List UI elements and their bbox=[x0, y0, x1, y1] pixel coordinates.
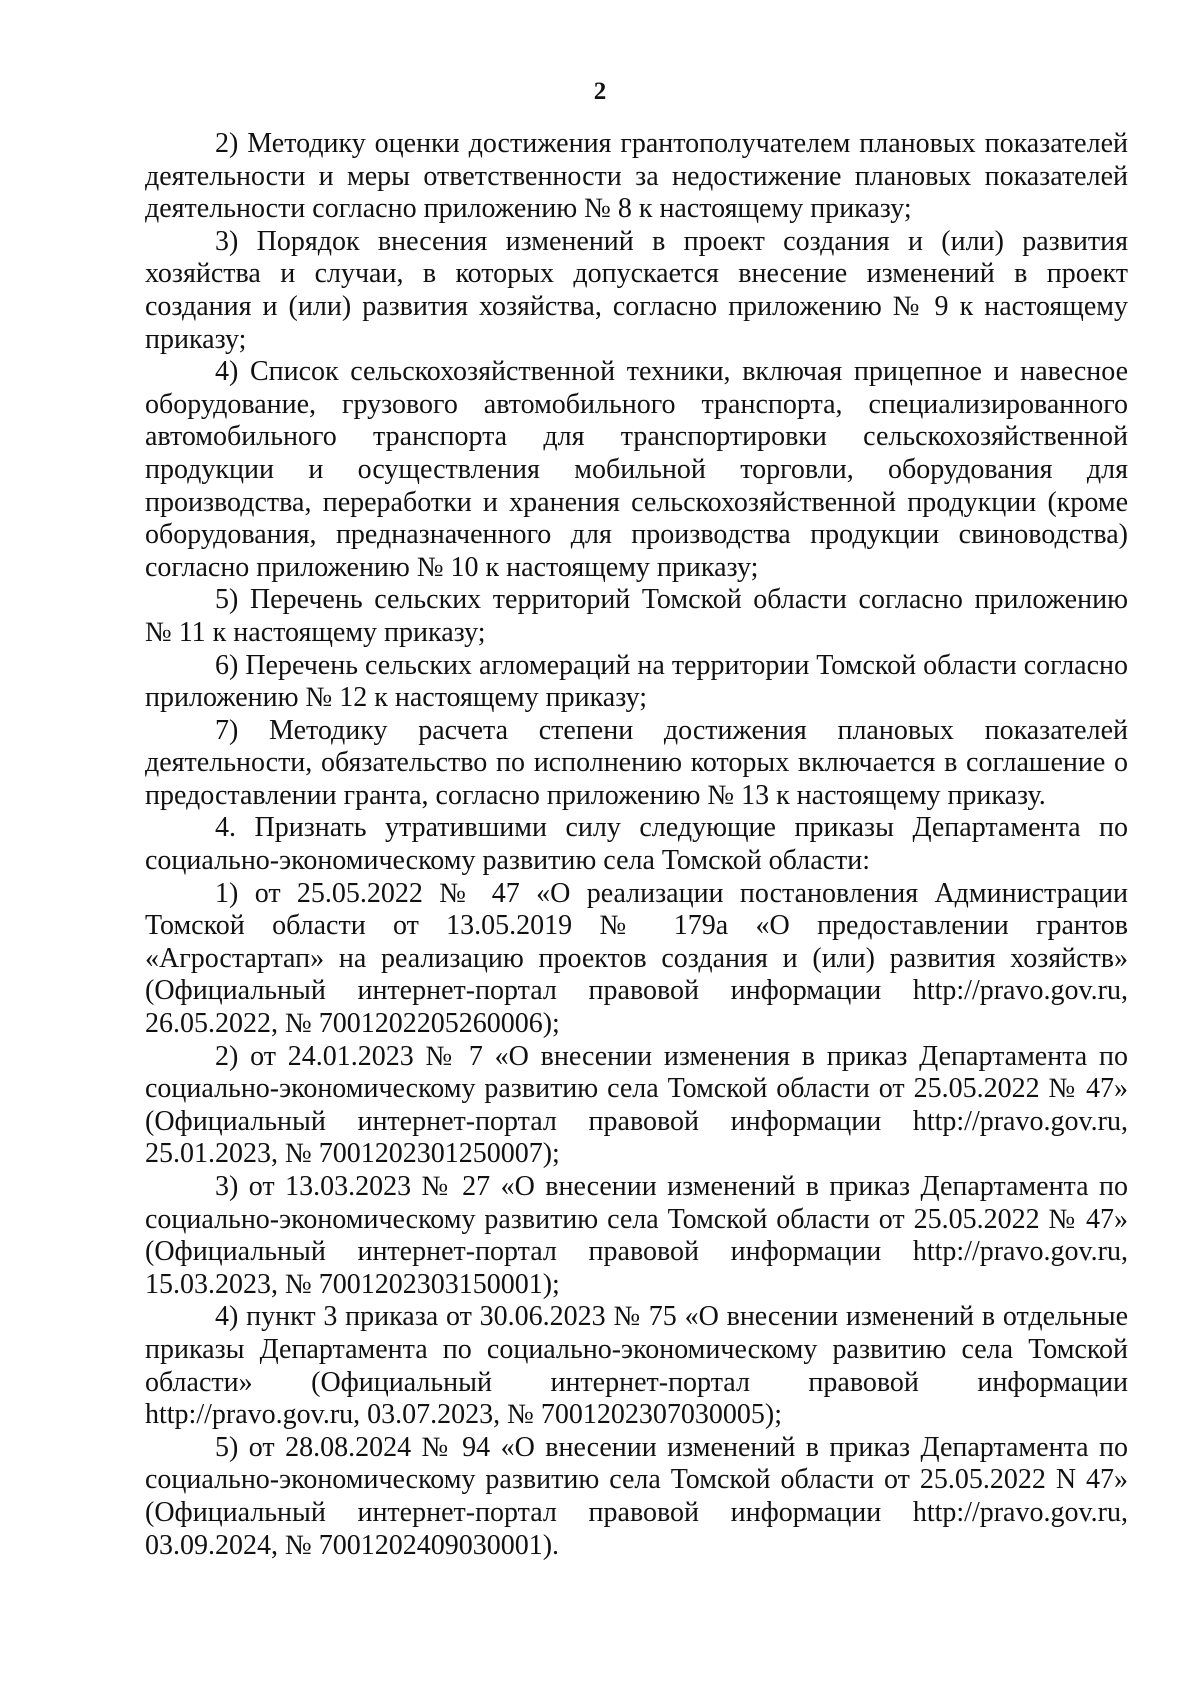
paragraph-item-4-equipment-list: 4) Список сельскохозяйственной техники, включая прицепное и навесное оборудование, грузового автомобильного транспорта, специализированного автомобильного транспорта для транспортировки сельскохозяйственной продукции и осуществления мобильной торговли, оборудования для производства, переработки и хранения сельскохозяйственной продукции (кроме оборудования, предназначенного для производства продукции свиноводства) согласно приложению № 10 к настоящему приказу; bbox=[145, 356, 1128, 583]
paragraph-item-5-rural-territories: 5) Перечень сельских территорий Томской области согласно приложению № 11 к настоящему приказу; bbox=[145, 584, 1128, 648]
paragraph-item-2-methodology: 2) Методику оценки достижения грантополучателем плановых показателей деятельности и меры ответственности за недостижение плановых показателей деятельности согласно приложению № 8 к настоящему приказу; bbox=[145, 128, 1128, 225]
paragraph-section-4-repeal: 4. Признать утратившими силу следующие приказы Департамента по социально-экономическому развитию села Томской области: bbox=[145, 812, 1128, 877]
repealed-order-1: 1) от 25.05.2022 № 47 «О реализации постановления Администрации Томской области от 13.05.2019 № 179а «О предоставлении грантов «Агростартап» на реализацию проектов создания и (или) развития хозяйств» (Официальный интернет-портал правовой информации http://pravo.gov.ru, 26.05.2022, № 7001202205260006); bbox=[145, 877, 1128, 1040]
repealed-order-5: 5) от 28.08.2024 № 94 «О внесении изменений в приказ Департамента по социально-экономическому развитию села Томской области от 25.05.2022 N 47» (Официальный интернет-портал правовой информации http://pravo.gov.ru, 03.09.2024, № 7001202409030001). bbox=[145, 1431, 1128, 1561]
repealed-order-2: 2) от 24.01.2023 № 7 «О внесении изменения в приказ Департамента по социально-экономическому развитию села Томской области от 25.05.2022 № 47» (Официальный интернет-портал правовой информации http://pravo.gov.ru, 25.01.2023, № 7001202301250007); bbox=[145, 1040, 1128, 1170]
repealed-order-4: 4) пункт 3 приказа от 30.06.2023 № 75 «О внесении изменений в отдельные приказы Департамента по социально-экономическому развитию села Томской области» (Официальный интернет-портал правовой информации http://pravo.gov.ru, 03.07.2023, № 7001202307030005); bbox=[145, 1301, 1128, 1431]
document-body bbox=[145, 128, 1128, 1562]
paragraph-item-7-calculation-method: 7) Методику расчета степени достижения плановых показателей деятельности, обязательство по исполнению которых включается в соглашение о предоставлении гранта, согласно приложению № 13 к настоящему приказу. bbox=[145, 714, 1128, 811]
paragraph-item-3-change-procedure: 3) Порядок внесения изменений в проект создания и (или) развития хозяйства и случаи, в которых допускается внесение изменений в проект создания и (или) развития хозяйства, согласно приложению № 9 к настоящему приказу; bbox=[145, 225, 1128, 355]
page-number: 2 bbox=[593, 78, 607, 105]
paragraph-item-6-rural-agglomerations: 6) Перечень сельских агломераций на территории Томской области согласно приложению № 12 к настоящему приказу; bbox=[145, 649, 1128, 714]
repealed-order-3: 3) от 13.03.2023 № 27 «О внесении изменений в приказ Департамента по социально-экономическому развитию села Томской области от 25.05.2022 № 47» (Официальный интернет-портал правовой информации http://pravo.gov.ru, 15.03.2023, № 7001202303150001); bbox=[145, 1171, 1128, 1300]
